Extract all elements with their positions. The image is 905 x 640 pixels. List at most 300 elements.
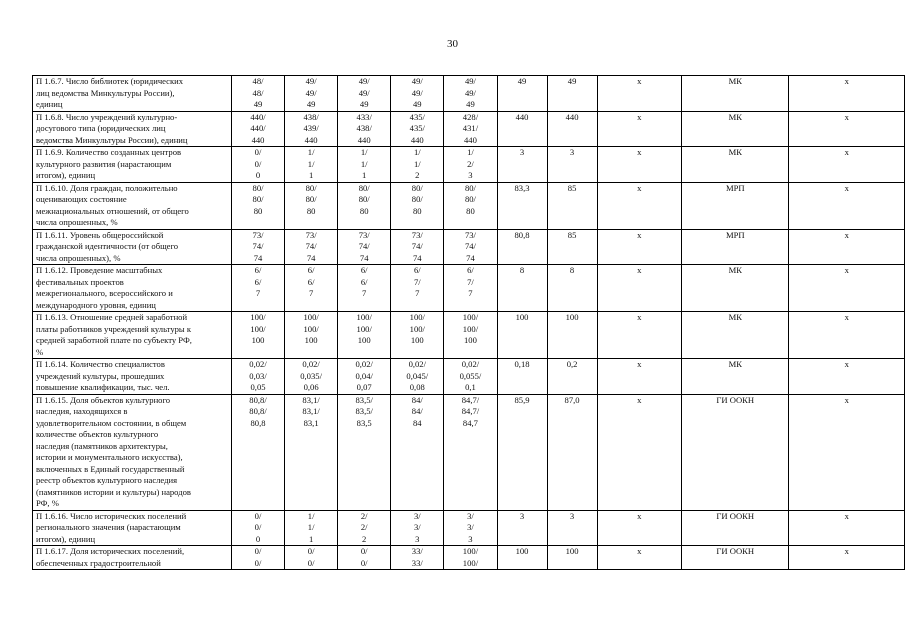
table-row	[33, 510, 905, 546]
indicator-cell-line: истории и монументального искусства),	[36, 452, 183, 462]
responsible-cell: МРП	[682, 229, 789, 265]
year-value-cell-line: 7	[362, 288, 367, 298]
year-value-cell	[338, 147, 391, 183]
year-value-cell-line: 80	[359, 205, 369, 216]
table-row	[33, 265, 905, 312]
year-value-cell-line: 0/	[307, 546, 315, 556]
year-value-cell-line: 49/	[411, 87, 423, 98]
year-value-cell-line: 0,045/	[406, 370, 429, 381]
year-value-cell-line: 439/	[303, 123, 319, 133]
year-value-cell-line: 73/	[252, 229, 264, 240]
year-value-cell-line: 74	[359, 252, 369, 263]
year-value-cell	[232, 394, 285, 510]
indicator-cell	[33, 182, 232, 229]
year-value-cell-line: 83,1/	[302, 394, 320, 405]
target-value-cell: 100	[497, 312, 547, 359]
year-value-cell-line: 0/	[254, 522, 262, 532]
indicator-cell-line: П 1.6.11. Уровень общероссийской	[36, 229, 164, 240]
year-value-cell-line: 100	[357, 335, 371, 345]
year-value-cell	[232, 312, 285, 359]
year-value-cell-line: 80	[466, 205, 475, 216]
year-value-cell-line: 100/	[356, 323, 372, 334]
year-value-cell-line: 0,02/	[355, 359, 373, 369]
year-value-cell	[338, 510, 391, 546]
table-row	[33, 229, 905, 265]
year-value-cell-line: 83,1	[303, 417, 319, 428]
year-value-cell-line: 0,05	[250, 382, 266, 392]
year-value-cell-line: 3	[415, 533, 420, 544]
year-value-cell-line: 0/	[254, 158, 262, 169]
year-value-cell-line: 73/	[464, 229, 476, 240]
year-value-cell-line: 80/	[464, 194, 476, 204]
year-value-cell-line: 7	[468, 288, 473, 298]
year-value-cell-line: 49	[466, 99, 475, 109]
indicator-cell-line: удовлетворительном состоянии, в общем	[36, 417, 187, 428]
year-value-cell-line: 0/	[360, 557, 368, 568]
year-value-cell-line: 0/	[254, 510, 262, 521]
year-value-cell-line: 1	[308, 533, 314, 544]
responsible-cell: МК	[682, 359, 789, 395]
indicator-cell-line: П 1.6.9. Количество созданных центров	[36, 147, 182, 157]
year-value-cell-line: 80,8/	[249, 394, 267, 405]
indicator-cell-line: межрегионального, всероссийского и	[36, 288, 173, 298]
year-value-cell-line: 74	[306, 252, 316, 263]
indicator-cell-line: средней заработной плате по субъекту РФ,	[36, 335, 192, 345]
year-value-cell-line: 6/	[254, 265, 262, 275]
year-value-cell-line: 1/	[413, 158, 421, 169]
year-value-cell-line: 74/	[411, 241, 423, 251]
year-value-cell-line: 49/	[464, 76, 476, 86]
target-value-cell: 85	[547, 229, 597, 265]
year-value-cell-line: 49/	[464, 87, 476, 98]
table-row	[33, 76, 905, 112]
year-value-cell-line: 0,035/	[300, 370, 322, 381]
indicator-cell-line: П 1.6.14. Количество специалистов	[36, 359, 165, 369]
year-value-cell-line: 0,08	[409, 382, 425, 392]
placeholder-cell: х	[789, 359, 905, 395]
placeholder-cell: х	[597, 312, 682, 359]
year-value-cell-line: 80,8	[250, 417, 266, 428]
year-value-cell-line: 440	[304, 134, 318, 145]
target-value-cell: 3	[547, 147, 597, 183]
indicator-cell	[33, 265, 232, 312]
indicator-cell-line: РФ, %	[36, 498, 59, 508]
target-value-cell: 85	[547, 182, 597, 229]
target-value-cell: 80,8	[497, 229, 547, 265]
year-value-cell-line: 3/	[467, 510, 474, 521]
target-value-cell: 8	[547, 265, 597, 312]
placeholder-cell: х	[789, 394, 905, 510]
year-value-cell-line: 83,5/	[355, 406, 373, 416]
year-value-cell-line: 1/	[307, 522, 315, 532]
placeholder-cell: х	[597, 147, 682, 183]
placeholder-cell: х	[789, 147, 905, 183]
indicators-table	[32, 75, 905, 570]
target-value-cell: 3	[497, 147, 547, 183]
placeholder-cell: х	[789, 265, 905, 312]
year-value-cell-line: 7/	[467, 276, 474, 287]
page-number: 30	[447, 38, 458, 50]
year-value-cell-line: 84	[412, 417, 422, 428]
indicator-cell	[33, 546, 232, 570]
year-value-cell-line: 1/	[360, 158, 368, 169]
indicator-cell	[33, 359, 232, 395]
placeholder-cell: х	[789, 546, 905, 570]
year-value-cell-line: 0	[255, 170, 261, 180]
year-value-cell	[232, 510, 285, 546]
year-value-cell-line: 7	[255, 288, 261, 298]
year-value-cell	[391, 510, 444, 546]
year-value-cell-line: 100/	[409, 323, 425, 334]
indicator-cell-line: числа опрошенных), %	[36, 252, 121, 263]
year-value-cell-line: 49/	[411, 76, 423, 86]
year-value-cell-line: 100/	[462, 546, 479, 556]
year-value-cell	[391, 229, 444, 265]
year-value-cell-line: 6/	[307, 276, 315, 287]
indicator-cell-line: учреждений культуры, прошедших	[36, 370, 165, 381]
year-value-cell	[338, 394, 391, 510]
year-value-cell	[391, 359, 444, 395]
indicator-cell-line: лиц ведомства Минкультуры России),	[36, 87, 175, 98]
year-value-cell	[338, 111, 391, 147]
year-value-cell	[444, 147, 497, 183]
year-value-cell-line: 0,03/	[249, 370, 267, 381]
indicator-cell-line: включенных в Единый государственный	[36, 463, 185, 474]
year-value-cell	[232, 111, 285, 147]
placeholder-cell: х	[789, 182, 905, 229]
year-value-cell-line: 100/	[462, 312, 479, 322]
year-value-cell	[391, 546, 444, 570]
year-value-cell-line: 80/	[411, 194, 423, 204]
year-value-cell-line: 84/	[411, 394, 423, 405]
indicator-cell-line: итогом), единиц	[36, 533, 96, 544]
indicator-cell-line: %	[36, 346, 44, 357]
year-value-cell-line: 84,7/	[461, 394, 480, 405]
indicator-cell-line: П 1.6.12. Проведение масштабных	[36, 265, 163, 275]
year-value-cell-line: 3/	[413, 522, 421, 532]
placeholder-cell: х	[597, 546, 682, 570]
year-value-cell-line: 433/	[356, 111, 372, 122]
year-value-cell-line: 49/	[305, 76, 317, 86]
table-row	[33, 182, 905, 229]
indicator-cell-line: гражданской идентичности (от общего	[36, 241, 179, 251]
target-value-cell: 3	[547, 510, 597, 546]
year-value-cell	[338, 359, 391, 395]
indicator-cell-line: досугового типа (юридических лиц	[36, 123, 166, 133]
year-value-cell-line: 100	[304, 335, 318, 345]
placeholder-cell: х	[597, 76, 682, 112]
year-value-cell-line: 80/	[411, 182, 423, 193]
year-value-cell-line: 49	[412, 99, 422, 109]
year-value-cell	[232, 76, 285, 112]
year-value-cell	[285, 510, 338, 546]
year-value-cell	[444, 510, 497, 546]
indicator-cell-line: культурного развития (нарастающим	[36, 158, 172, 169]
year-value-cell-line: 0/	[254, 557, 262, 568]
year-value-cell-line: 80	[306, 205, 316, 216]
year-value-cell	[444, 265, 497, 312]
target-value-cell: 85,9	[497, 394, 547, 510]
year-value-cell-line: 431/	[462, 123, 479, 133]
indicator-cell-line: П 1.6.17. Доля исторических поселений,	[36, 546, 185, 556]
year-value-cell-line: 7	[308, 288, 314, 298]
year-value-cell-line: 0,02/	[302, 359, 320, 369]
year-value-cell	[338, 229, 391, 265]
year-value-cell-line: 438/	[303, 111, 319, 122]
year-value-cell-line: 74/	[358, 241, 370, 251]
year-value-cell-line: 0/	[307, 557, 315, 568]
year-value-cell-line: 74	[253, 252, 263, 263]
year-value-cell-line: 73/	[411, 229, 423, 240]
indicator-cell	[33, 510, 232, 546]
target-value-cell: 100	[497, 546, 547, 570]
year-value-cell-line: 1	[308, 170, 314, 180]
year-value-cell-line: 0,06	[303, 382, 319, 392]
indicator-cell-line: числа опрошенных, %	[36, 217, 118, 227]
year-value-cell-line: 100/	[409, 312, 425, 322]
year-value-cell-line: 440	[357, 134, 371, 145]
target-value-cell: 0,18	[497, 359, 547, 395]
indicator-cell	[33, 111, 232, 147]
year-value-cell-line: 49/	[305, 87, 317, 98]
year-value-cell-line: 80,8/	[249, 406, 267, 416]
placeholder-cell: х	[789, 510, 905, 546]
year-value-cell-line: 100/	[356, 312, 372, 322]
year-value-cell-line: 80	[412, 205, 422, 216]
year-value-cell-line: 1	[362, 170, 367, 180]
indicator-cell	[33, 312, 232, 359]
indicator-cell	[33, 147, 232, 183]
year-value-cell-line: 2/	[467, 158, 474, 169]
year-value-cell-line: 6/	[254, 276, 262, 287]
year-value-cell-line: 74	[466, 252, 475, 263]
year-value-cell-line: 49	[253, 99, 263, 109]
year-value-cell	[391, 182, 444, 229]
year-value-cell	[232, 359, 285, 395]
year-value-cell-line: 438/	[356, 123, 372, 133]
year-value-cell	[232, 546, 285, 570]
year-value-cell	[232, 147, 285, 183]
year-value-cell-line: 80	[253, 205, 263, 216]
target-value-cell: 49	[497, 76, 547, 112]
year-value-cell-line: 1/	[467, 147, 474, 157]
year-value-cell-line: 6/	[360, 265, 368, 275]
year-value-cell-line: 0,04/	[355, 370, 373, 381]
responsible-cell: МК	[682, 76, 789, 112]
year-value-cell	[444, 76, 497, 112]
year-value-cell-line: 1/	[307, 147, 315, 157]
indicator-cell-line: повышение квалификации, тыс. чел.	[36, 382, 170, 392]
placeholder-cell: х	[597, 359, 682, 395]
year-value-cell-line: 100/	[303, 323, 319, 334]
year-value-cell	[338, 546, 391, 570]
responsible-cell: МК	[682, 147, 789, 183]
year-value-cell-line: 440/	[250, 123, 266, 133]
year-value-cell	[391, 312, 444, 359]
year-value-cell	[232, 182, 285, 229]
year-value-cell	[285, 312, 338, 359]
year-value-cell-line: 100	[463, 335, 477, 345]
table-row	[33, 359, 905, 395]
year-value-cell-line: 84/	[411, 406, 423, 416]
year-value-cell-line: 1/	[307, 158, 315, 169]
year-value-cell-line: 0,02/	[249, 359, 267, 369]
indicator-cell-line: единиц	[36, 99, 63, 109]
responsible-cell: МК	[682, 312, 789, 359]
indicator-cell-line: П 1.6.7. Число библиотек (юридических	[36, 76, 184, 86]
year-value-cell	[444, 546, 497, 570]
indicator-cell-line: итогом), единиц	[36, 170, 96, 180]
indicator-cell-line: П 1.6.13. Отношение средней заработной	[36, 312, 188, 322]
responsible-cell: ГИ ООКН	[682, 546, 789, 570]
year-value-cell-line: 0/	[360, 546, 368, 556]
year-value-cell-line: 0/	[254, 147, 262, 157]
year-value-cell-line: 80/	[305, 182, 317, 193]
indicator-cell-line: обеспеченных градостроительной	[36, 557, 161, 568]
year-value-cell	[285, 76, 338, 112]
year-value-cell-line: 49/	[358, 76, 370, 86]
target-value-cell: 440	[547, 111, 597, 147]
year-value-cell	[391, 147, 444, 183]
table-row	[33, 312, 905, 359]
responsible-cell: ГИ ООКН	[682, 394, 789, 510]
year-value-cell-line: 100/	[303, 312, 319, 322]
indicator-cell-line: наследия, находящихся в	[36, 406, 128, 416]
year-value-cell	[391, 394, 444, 510]
year-value-cell-line: 6/	[360, 276, 368, 287]
indicator-cell-line: количестве объектов культурного	[36, 429, 159, 439]
placeholder-cell: х	[789, 312, 905, 359]
target-value-cell: 87,0	[547, 394, 597, 510]
placeholder-cell: х	[789, 111, 905, 147]
target-value-cell: 440	[497, 111, 547, 147]
year-value-cell	[285, 265, 338, 312]
year-value-cell	[232, 229, 285, 265]
year-value-cell	[391, 265, 444, 312]
year-value-cell-line: 84,7/	[461, 406, 480, 416]
year-value-cell-line: 100	[251, 335, 265, 345]
year-value-cell-line: 0/	[254, 546, 262, 556]
year-value-cell-line: 2/	[360, 510, 368, 521]
responsible-cell: МК	[682, 265, 789, 312]
year-value-cell-line: 74/	[252, 241, 264, 251]
year-value-cell	[391, 76, 444, 112]
year-value-cell	[444, 394, 497, 510]
placeholder-cell: х	[597, 229, 682, 265]
year-value-cell-line: 3	[468, 170, 473, 180]
year-value-cell-line: 49/	[358, 87, 370, 98]
year-value-cell-line: 49	[306, 99, 316, 109]
year-value-cell	[285, 182, 338, 229]
year-value-cell-line: 48/	[252, 76, 264, 86]
indicator-cell-line: наследия (памятников архитектуры,	[36, 440, 168, 451]
year-value-cell-line: 100/	[462, 323, 479, 334]
year-value-cell-line: 0,055/	[459, 370, 482, 381]
placeholder-cell: х	[597, 265, 682, 312]
indicator-cell-line: ведомства Минкультуры России), единиц	[36, 134, 188, 145]
year-value-cell-line: 7/	[413, 276, 421, 287]
indicator-cell	[33, 229, 232, 265]
indicator-cell-line: П 1.6.10. Доля граждан, положительно	[36, 182, 178, 193]
year-value-cell-line: 0,07	[356, 382, 372, 392]
year-value-cell-line: 428/	[462, 111, 479, 122]
indicator-cell	[33, 76, 232, 112]
year-value-cell-line: 100	[410, 335, 424, 345]
target-value-cell: 100	[547, 546, 597, 570]
indicator-cell-line: П 1.6.16. Число исторических поселений	[36, 510, 187, 521]
year-value-cell-line: 83,5	[356, 417, 372, 428]
indicator-cell	[33, 394, 232, 510]
year-value-cell-line: 2	[362, 533, 367, 544]
year-value-cell-line: 100/	[250, 312, 266, 322]
year-value-cell-line: 80/	[305, 194, 317, 204]
indicator-cell-line: международного уровня, единиц	[36, 299, 156, 310]
indicator-cell-line: фестивальных проектов	[36, 276, 124, 287]
table-row	[33, 394, 905, 510]
year-value-cell-line: 48/	[252, 87, 264, 98]
year-value-cell-line: 2	[415, 170, 420, 180]
year-value-cell-line: 7	[415, 288, 420, 298]
year-value-cell-line: 1/	[413, 147, 421, 157]
year-value-cell-line: 100/	[250, 323, 266, 334]
year-value-cell	[444, 182, 497, 229]
target-value-cell: 83,3	[497, 182, 547, 229]
year-value-cell-line: 6/	[413, 265, 421, 275]
year-value-cell-line: 6/	[467, 265, 474, 275]
indicator-cell-line: межнациональных отношений, от общего	[36, 205, 189, 216]
year-value-cell	[338, 265, 391, 312]
year-value-cell-line: 49	[359, 99, 369, 109]
year-value-cell-line: 80/	[252, 194, 264, 204]
year-value-cell	[285, 147, 338, 183]
year-value-cell-line: 74/	[305, 241, 317, 251]
year-value-cell-line: 6/	[307, 265, 315, 275]
responsible-cell: МРП	[682, 182, 789, 229]
indicator-cell-line: П 1.6.15. Доля объектов культурного	[36, 394, 171, 405]
year-value-cell-line: 100/	[462, 557, 479, 568]
target-value-cell: 0,2	[547, 359, 597, 395]
placeholder-cell: х	[789, 76, 905, 112]
indicator-cell-line: регионального значения (нарастающим	[36, 522, 181, 532]
year-value-cell-line: 84,7	[462, 417, 478, 428]
year-value-cell-line: 3/	[467, 522, 474, 532]
year-value-cell	[444, 229, 497, 265]
year-value-cell-line: 80/	[358, 194, 370, 204]
year-value-cell-line: 80/	[358, 182, 370, 193]
year-value-cell-line: 80/	[252, 182, 264, 193]
responsible-cell: ГИ ООКН	[682, 510, 789, 546]
year-value-cell-line: 2/	[360, 522, 368, 532]
year-value-cell-line: 0	[255, 533, 261, 544]
year-value-cell-line: 440	[410, 134, 424, 145]
year-value-cell	[338, 312, 391, 359]
indicator-cell-line: платы работников учреждений культуры к	[36, 323, 192, 334]
placeholder-cell: х	[597, 182, 682, 229]
indicator-cell-line: оценивающих состояние	[36, 194, 127, 204]
year-value-cell	[285, 546, 338, 570]
year-value-cell-line: 73/	[358, 229, 370, 240]
indicator-cell-line: (памятников истории и культуры) народов	[36, 486, 191, 497]
table-row	[33, 111, 905, 147]
year-value-cell-line: 80/	[464, 182, 476, 193]
table-row	[33, 546, 905, 570]
indicator-cell-line: П 1.6.8. Число учреждений культурно-	[36, 111, 178, 122]
year-value-cell-line: 33/	[411, 546, 423, 556]
year-value-cell-line: 33/	[411, 557, 423, 568]
year-value-cell	[285, 229, 338, 265]
year-value-cell-line: 440	[251, 134, 265, 145]
year-value-cell-line: 83,1/	[302, 406, 320, 416]
